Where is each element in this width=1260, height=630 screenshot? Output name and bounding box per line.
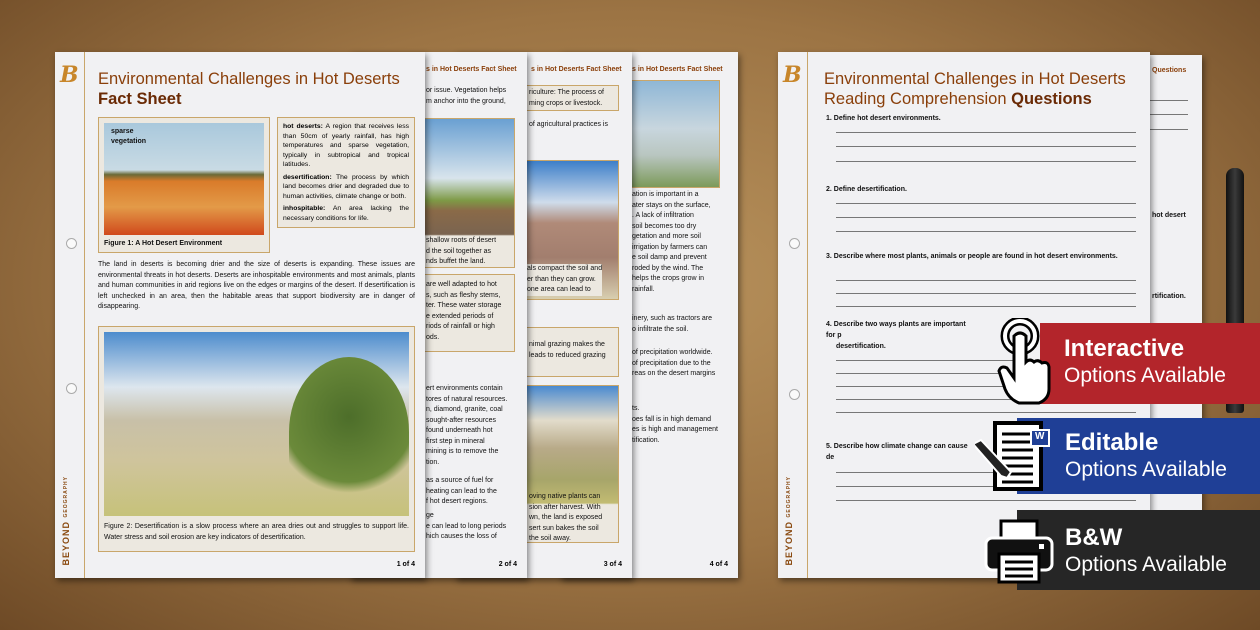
figure-irrigation <box>620 80 720 188</box>
page-number: 2 of 4 <box>498 561 517 568</box>
badge-subtitle: Options Available <box>1064 364 1226 387</box>
definition: hot deserts: A region that receives less than 50cm of yearly rainfall, has high temperatures and sparse vegetation, typically in subtropical and tropical latitudes. <box>283 123 410 168</box>
badge-title: Editable <box>1065 429 1159 456</box>
page-title: Environmental Challenges in Hot Deserts Reading Comprehension Questions <box>824 70 1126 108</box>
text-block: shallow roots of desert d the soil together as nds buffet the land. <box>426 237 497 265</box>
figure-label: sparse vegetation <box>111 128 147 145</box>
question-3: 3. Describe where most plants, animals or people are found in hot desert environments. <box>826 253 1118 260</box>
punch-hole <box>66 383 77 394</box>
definition: inhospitable: An area lacking the necessary conditions for life. <box>283 205 409 222</box>
text-block: riculture: The process of ming crops or livestock. <box>529 89 604 107</box>
shrub <box>289 357 409 507</box>
badge-title: Interactive <box>1064 335 1185 362</box>
badge-subtitle: Options Available <box>1065 553 1227 576</box>
figure-caption: Figure 2: Desertification is a slow process where an area dries out and struggles to support life. Water stress and soil erosion are key indicators of desertification. <box>104 523 409 541</box>
figure-caption: Figure 1: A Hot Desert Environment <box>104 240 223 247</box>
punch-hole <box>66 238 77 249</box>
page-header: s in Hot Deserts Fact Sheet <box>531 66 622 73</box>
page-title: Environmental Challenges in Hot Deserts Fact Sheet <box>98 70 400 108</box>
badge-subtitle: Options Available <box>1065 458 1227 481</box>
page-header: s in Hot Deserts Fact Sheet <box>632 66 723 73</box>
page-number: 1 of 4 <box>396 561 415 568</box>
text-block: ation is important in a ater stays on the surface, . A lack of infiltration soil becomes too dry getation and more soil irrigation by farmers can e soil damp and prevent roded by the wind. The helps the crops grow in rainfall. <box>632 191 711 293</box>
text-fragment: rtification. <box>1152 293 1186 300</box>
text-block: nimal grazing makes the leads to reduced grazing <box>529 341 606 359</box>
page-header: s in Hot Deserts Fact Sheet <box>426 66 517 73</box>
questions-page-1 <box>778 52 1150 578</box>
word-letter: W <box>1035 431 1045 442</box>
intro-paragraph: The land in deserts is becoming drier and the size of deserts is expanding. These issues are environmental threats in hot deserts. Deserts are inhospitable environments and most animals, plants and human communities in arid regions live on the edges or margins of the desert. If desertification is left unchecked in an area, then the habitable areas that support biodiversity are in danger of disappearing. <box>98 261 415 310</box>
text-block: inery, such as tractors are o infiltrate the soil. <box>632 315 713 333</box>
fact-sheet-page-1 <box>55 52 425 578</box>
text-block: of precipitation worldwide. of precipitation due to the reas on the desert margins <box>632 349 716 377</box>
question-4: 4. Describe two ways plants are important for p <box>826 321 966 339</box>
text-block: ts. oes fall is in high demand es is high and management tification. <box>632 405 718 444</box>
question-1: 1. Define hot desert environments. <box>826 115 941 122</box>
interactive-options-badge[interactable] <box>1040 323 1260 404</box>
touch-hand-icon <box>996 318 1052 408</box>
page-number: 4 of 4 <box>709 561 728 568</box>
page-header: Questions <box>1152 67 1187 74</box>
figure-1 <box>98 117 270 253</box>
question-2: 2. Define desertification. <box>826 186 907 193</box>
printer-icon <box>983 518 1055 586</box>
question-4-continued: desertification. <box>836 343 886 350</box>
text-block: or issue. Vegetation helps m anchor into the ground, <box>426 87 507 105</box>
definitions-box <box>277 117 415 228</box>
text-block: are well adapted to hot s, such as fleshy stems, ter. These water storage e extended periods of riods of rainfall or high ods. <box>426 281 502 341</box>
text-block: oving native plants can sion after harvest. With wn, the land is exposed sert sun bakes the soil the soil away. <box>529 493 603 542</box>
brand-logo: B <box>783 62 802 88</box>
text-block: ge e can lead to long periods hich causes the loss of <box>426 512 507 540</box>
text-block: als compact the soil and er than they can grow. one area can lead to <box>527 264 602 296</box>
text-block: of agricultural practices is <box>529 121 608 128</box>
definition: desertification: The process by which land becomes drier and degraded due to human activities, climate change or both. <box>283 173 410 200</box>
text-fragment: hot desert <box>1152 212 1186 219</box>
page-number: 3 of 4 <box>603 561 622 568</box>
text-block: ert environments contain tores of natural resources. n, diamond, granite, coal sought-after resources found underneath hot first step in mineral mining is to remove the tion. <box>426 385 508 466</box>
word-document-pencil-icon <box>975 420 1055 496</box>
brand-name: BEYOND GEOGRAPHY <box>784 476 794 566</box>
badge-title: B&W <box>1065 524 1123 551</box>
punch-hole <box>789 389 800 400</box>
punch-hole <box>789 238 800 249</box>
brand-name: BEYOND GEOGRAPHY <box>61 476 71 566</box>
text-block: as a source of fuel for heating can lead to the f hot desert regions. <box>426 477 497 505</box>
brand-logo: B <box>60 62 79 88</box>
figure-2 <box>98 326 415 552</box>
question-5: 5. Describe how climate change can cause de <box>826 443 968 461</box>
